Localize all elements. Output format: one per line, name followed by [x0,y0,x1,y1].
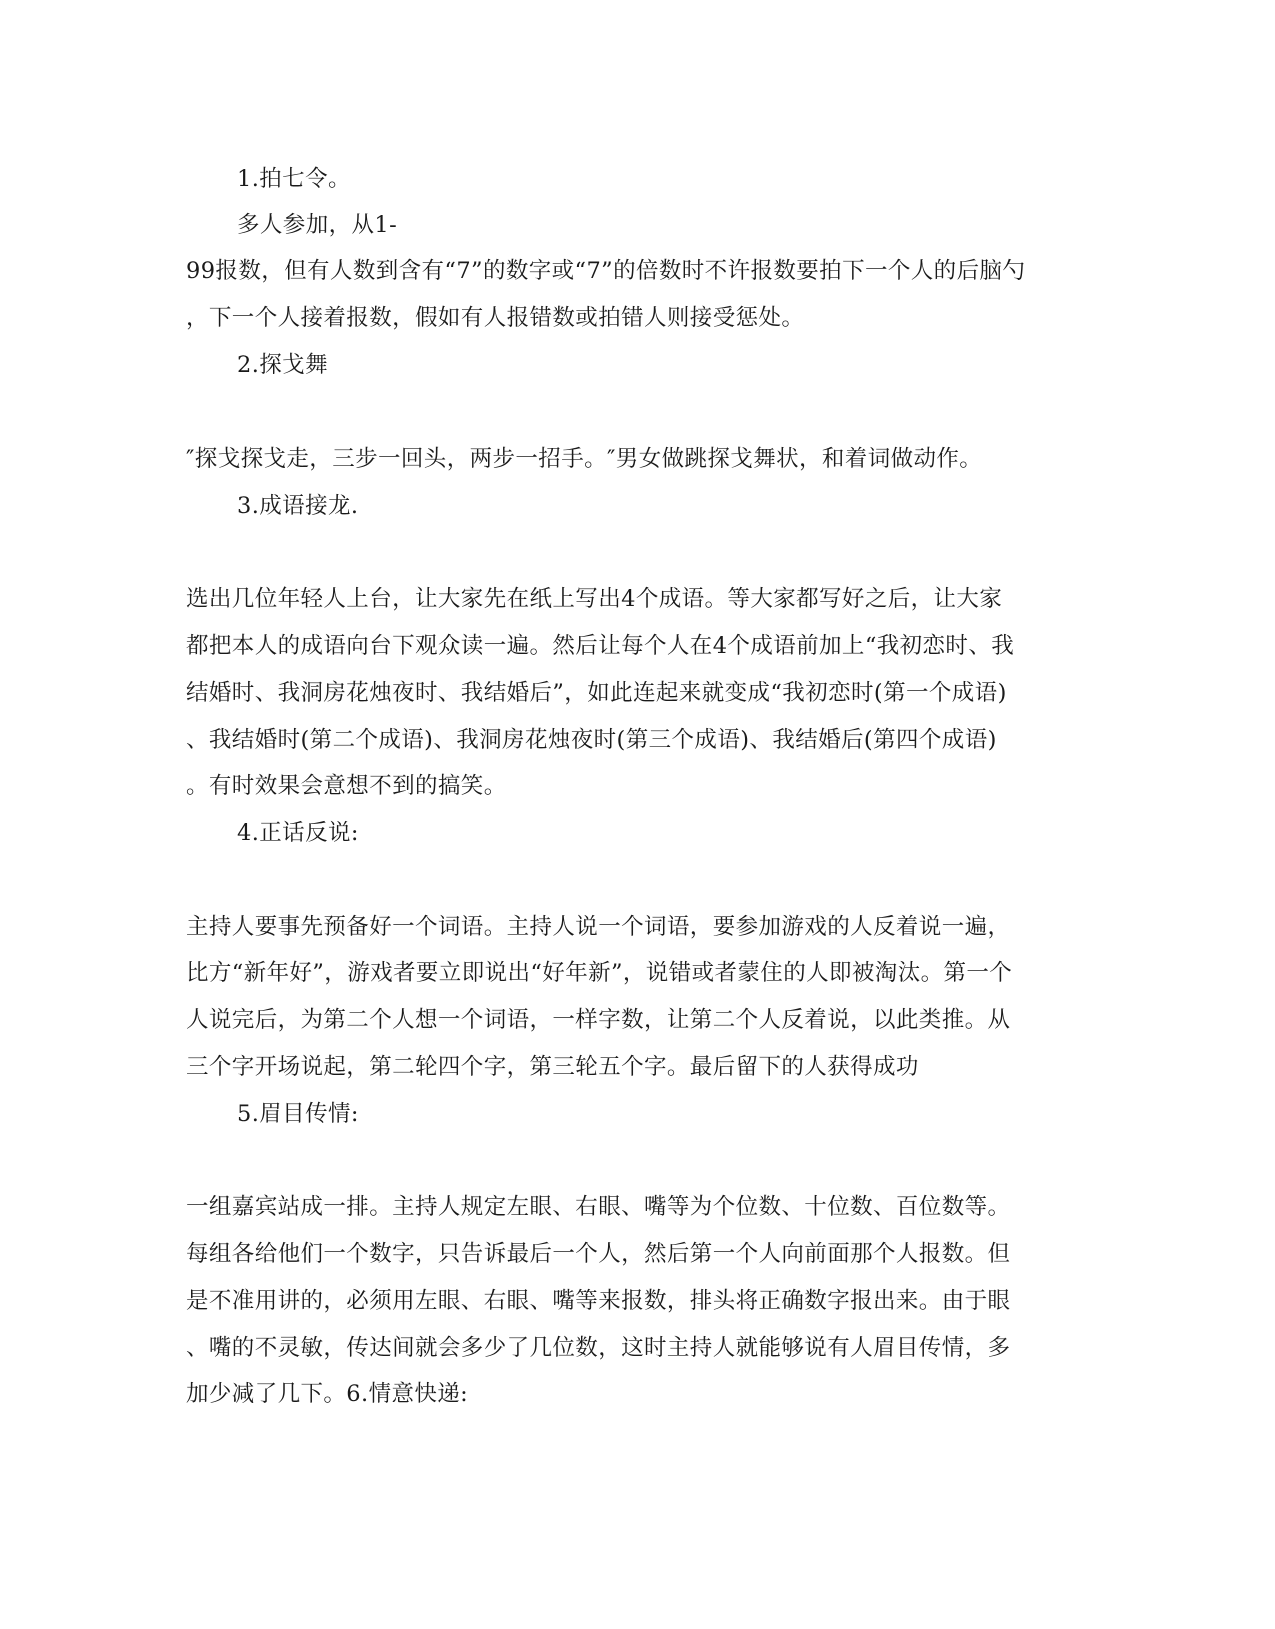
heading-item-5: 5.眉目传情: [237,1101,359,1127]
paragraph-line: 人说完后，为第二个人想一个词语，一样字数，让第二个人反着说，以此类推。从 [186,1007,1011,1033]
paragraph-line: 加少减了几下。6.情意快递: [186,1381,469,1407]
paragraph-line: 比方“新年好”，游戏者要立即说出“好年新”，说错或者蒙住的人即被淘汰。第一个 [186,960,1013,986]
paragraph-line: 、嘴的不灵敏，传达间就会多少了几位数，这时主持人就能够说有人眉目传情，多 [186,1335,1011,1361]
paragraph-line: 三个字开场说起，第二轮四个字，第三轮五个字。最后留下的人获得成功 [186,1054,919,1080]
paragraph-line: 、我结婚时(第二个成语)、我洞房花烛夜时(第三个成语)、我结婚后(第四个成语) [186,727,997,753]
paragraph-line: 一组嘉宾站成一排。主持人规定左眼、右眼、嘴等为个位数、十位数、百位数等。 [186,1194,1011,1220]
heading-item-1: 1.拍七令。 [237,166,351,192]
paragraph-line: 是不准用讲的，必须用左眼、右眼、嘴等来报数，排头将正确数字报出来。由于眼 [186,1288,1011,1314]
paragraph-line: 每组各给他们一个数字，只告诉最后一个人，然后第一个人向前面那个人报数。但 [186,1241,1011,1267]
paragraph-line: ，下一个人接着报数，假如有人报错数或拍错人则接受惩处。 [186,305,805,331]
heading-item-2: 2.探戈舞 [237,352,328,378]
heading-item-3: 3.成语接龙. [237,493,359,519]
heading-item-4: 4.正话反说: [237,820,359,846]
paragraph-line: 多人参加，从1- [237,212,398,238]
paragraph-line: ″探戈探戈走，三步一回头，两步一招手。″男女做跳探戈舞状，和着词做动作。 [186,446,983,472]
paragraph-line: 选出几位年轻人上台，让大家先在纸上写出4个成语。等大家都写好之后，让大家 [186,586,1003,612]
paragraph-line: 结婚时、我洞房花烛夜时、我结婚后”，如此连起来就变成“我初恋时(第一个成语) [186,680,1007,706]
paragraph-line: 。有时效果会意想不到的搞笑。 [186,773,507,799]
paragraph-line: 都把本人的成语向台下观众读一遍。然后让每个人在4个成语前加上“我初恋时、我 [186,633,1015,659]
paragraph-line: 主持人要事先预备好一个词语。主持人说一个词语，要参加游戏的人反着说一遍， [186,914,1011,940]
paragraph-line: 99报数，但有人数到含有“7”的数字或“7”的倍数时不许报数要拍下一个人的后脑勺 [186,258,1026,284]
